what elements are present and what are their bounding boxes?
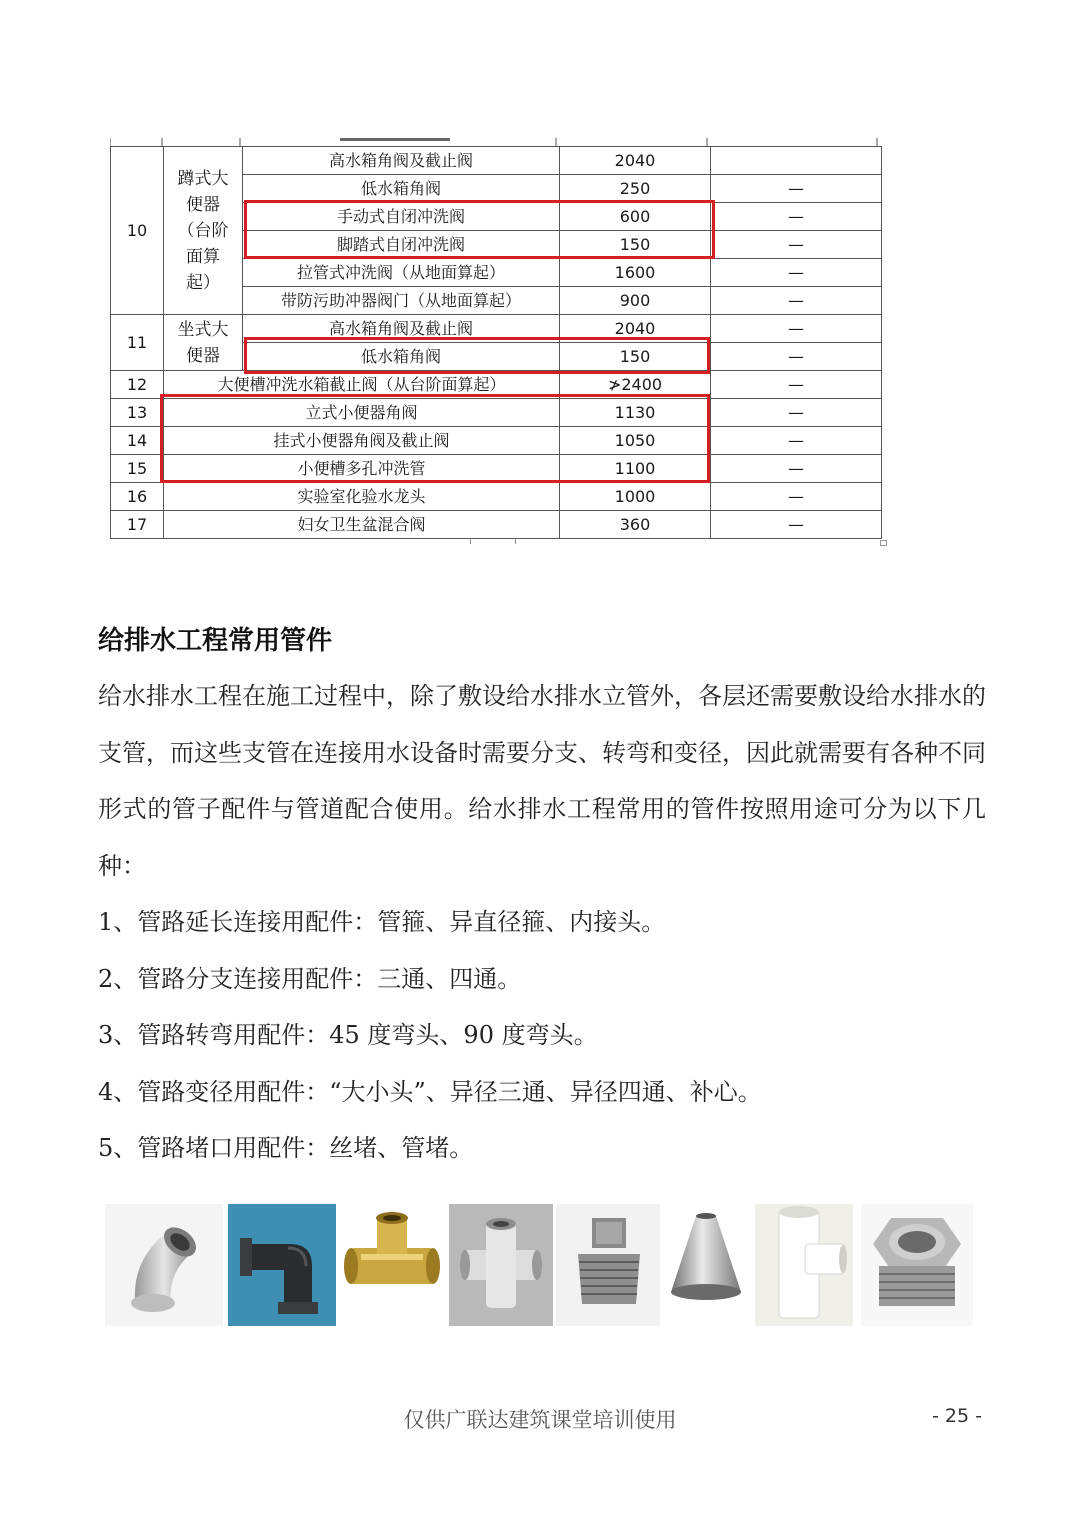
note-cell: — (711, 175, 882, 203)
fittings-list (98, 894, 986, 1177)
pvc-tee-icon (755, 1204, 853, 1326)
resize-handle-icon (880, 540, 887, 546)
table-row (111, 511, 882, 539)
seq-cell: 13 (111, 399, 164, 427)
type-label: 蹲式大 便器 （台阶 面算 起） (177, 168, 229, 293)
name-cell: 低水箱角阀 (243, 175, 560, 203)
seq-cell: 11 (111, 315, 164, 371)
note-cell: — (711, 203, 882, 231)
name-cell: 脚踏式自闭冲洗阀 (243, 231, 560, 259)
note-cell: — (711, 483, 882, 511)
note-cell: — (711, 231, 882, 259)
note-cell: — (711, 371, 882, 399)
note-cell: — (711, 455, 882, 483)
section-heading: 给排水工程常用管件 (98, 626, 333, 656)
name-cell: 带防污助冲器阀门（从地面算起） (243, 287, 560, 315)
list-item: 2、管路分支连接用配件：三通、四通。 (98, 964, 522, 993)
footer-tick (470, 538, 471, 544)
table-row (111, 455, 882, 483)
reducer-icon (663, 1204, 749, 1326)
elbow-45-icon (105, 1204, 223, 1326)
table-row (111, 371, 882, 399)
height-cell: ≯2400 (560, 371, 711, 399)
height-cell: 1050 (560, 427, 711, 455)
seq-cell: 12 (111, 371, 164, 399)
name-cell: 高水箱角阀及截止阀 (243, 147, 560, 175)
list-item: 1、管路延长连接用配件：管箍、异直径箍、内接头。 (98, 908, 666, 936)
seq-cell: 10 (111, 147, 164, 315)
type-cell (164, 147, 243, 315)
name-cell: 实验室化验水龙头 (164, 483, 560, 511)
page-number: - 25 - (932, 1405, 982, 1427)
type-cell (164, 315, 243, 371)
table-top-cut-row (110, 138, 878, 146)
list-item: 5、管路堵口用配件：丝堵、管堵。 (98, 1134, 474, 1162)
fittings-photo-strip (105, 1204, 973, 1326)
seq-cell: 16 (111, 483, 164, 511)
note-cell: — (711, 259, 882, 287)
height-cell: 2040 (560, 315, 711, 343)
name-cell: 低水箱角阀 (243, 343, 560, 371)
note-cell (711, 147, 882, 175)
height-cell: 2040 (560, 147, 711, 175)
height-cell: 1130 (560, 399, 711, 427)
name-cell: 挂式小便器角阀及截止阀 (164, 427, 560, 455)
name-cell: 妇女卫生盆混合阀 (164, 511, 560, 539)
name-cell: 立式小便器角阀 (164, 399, 560, 427)
height-cell: 1100 (560, 455, 711, 483)
spec-table-area (110, 138, 878, 536)
note-cell: — (711, 399, 882, 427)
name-cell: 拉管式冲洗阀（从地面算起） (243, 259, 560, 287)
height-cell: 1600 (560, 259, 711, 287)
name-cell: 小便槽多孔冲洗管 (164, 455, 560, 483)
height-cell: 1000 (560, 483, 711, 511)
table-row (111, 399, 882, 427)
table-row (111, 483, 882, 511)
table-footer-marks (110, 536, 890, 546)
note-cell: — (711, 343, 882, 371)
height-cell: 900 (560, 287, 711, 315)
seq-cell: 15 (111, 455, 164, 483)
height-cell: 150 (560, 343, 711, 371)
brass-tee-icon (341, 1204, 443, 1326)
height-cell: 360 (560, 511, 711, 539)
list-item: 4、管路变径用配件：“大小头”、异径三通、异径四通、补心。 (98, 1077, 762, 1106)
note-cell: — (711, 511, 882, 539)
note-cell: — (711, 287, 882, 315)
height-cell: 600 (560, 203, 711, 231)
type-label: 坐式大 便器 (177, 319, 229, 366)
list-item: 3、管路转弯用配件：45 度弯头、90 度弯头。 (98, 1021, 598, 1049)
elbow-90-icon (228, 1204, 336, 1326)
seq-cell: 14 (111, 427, 164, 455)
name-cell: 高水箱角阀及截止阀 (243, 315, 560, 343)
footer-note: 仅供广联达建筑课堂培训使用 (403, 1408, 677, 1432)
bushing-icon (861, 1204, 973, 1326)
note-cell: — (711, 427, 882, 455)
table-row (111, 147, 882, 175)
height-cell: 250 (560, 175, 711, 203)
intro-paragraph: 给水排水工程在施工过程中，除了敷设给水排水立管外，各层还需要敷设给水排水的支管，而这些支管在连接用水设备时需要分支、转弯和变径，因此就需要有各种不同形式的管子配件与管道配合使用。给水排水工程常用的管件按照用途可分为以下几种： (98, 682, 986, 880)
footer-tick (515, 538, 516, 544)
height-cell: 150 (560, 231, 711, 259)
name-cell: 大便槽冲洗水箱截止阀（从台阶面算起） (164, 371, 560, 399)
note-cell: — (711, 315, 882, 343)
installation-height-table (110, 146, 882, 539)
table-row (111, 427, 882, 455)
cross-icon (449, 1204, 553, 1326)
seq-cell: 17 (111, 511, 164, 539)
plug-icon (556, 1204, 660, 1326)
name-cell: 手动式自闭冲洗阀 (243, 203, 560, 231)
table-row (111, 315, 882, 343)
